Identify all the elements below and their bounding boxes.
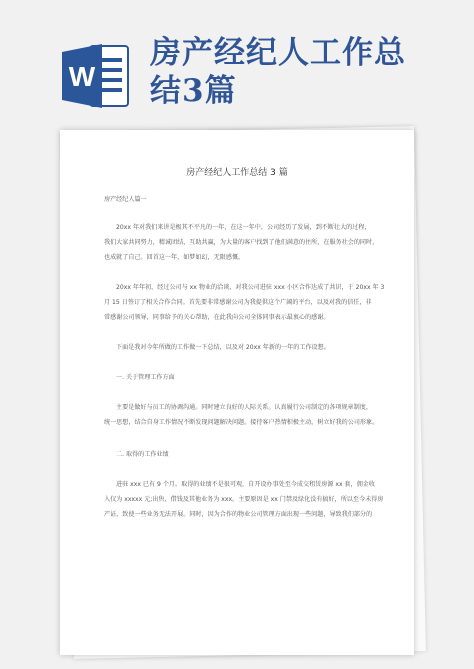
banner-title-line1: 房产经纪人工作总 — [150, 35, 406, 71]
subheading: 二. 取得的工作业绩 — [116, 451, 169, 458]
paragraph-line: 月 15 日签订了相关合作合同。首先要非常感谢公司为我提供这个广阔的平台，以及对我的信任，非 — [104, 299, 372, 306]
paragraph-line: 也成就了自己。回首这一年，如梦如幻，无限感慨。 — [104, 254, 245, 261]
word-icon-letter: W — [68, 61, 96, 92]
paragraph-line: 主要是做好与员工的协调沟通。同时建立良好的人际关系。认真履行公司制定的各项规章制度， — [116, 404, 372, 411]
paragraph-line: 进驻 xxx 已有 9 个月。取得的业绩不是很可观，自开设办事处至今成交租赁房源 xx 套，佣金收 — [116, 481, 375, 488]
paragraph-line: 20xx 年年初，经过公司与 xx 物业的洽谈，对我公司进驻 xxx 小区合作达成了共识，于 20xx 年 3 — [116, 284, 385, 291]
paragraph-line: 下面是我对今年所做的工作做一下总结，以及对 20xx 年新的一年的工作设想。 — [116, 344, 330, 351]
document-title: 房产经纪人工作总结 3 篇 — [186, 168, 288, 178]
paragraph-line: 统一思想，结合自身工作情况不断发现问题解决问题。接待客户热情积极主动，树立好我的公司形象。 — [104, 419, 379, 426]
paragraph-line: 常感谢公司领导，同事给予的关心帮助，在此我向公司全体同事表示最衷心的感谢。 — [104, 314, 330, 321]
section-label: 房产经纪人篇一 — [104, 196, 147, 203]
document-page — [60, 130, 414, 655]
paragraph-line: 20xx 年对我们来讲是极其不平凡的一年，在这一年中，公司经历了发展，到不断壮大的过程， — [116, 224, 371, 231]
banner — [0, 0, 474, 120]
paragraph-line: 产证，致使一些业务无法开展。同时，因为合作的物业公司管理方面出现一些问题，导致我们部分的 — [104, 511, 373, 518]
banner-title-line2: 结3篇 — [150, 73, 237, 109]
banner-title — [150, 34, 460, 110]
word-icon — [60, 40, 132, 112]
subheading: 一. 关于管理工作方面 — [116, 374, 175, 381]
paragraph-line: 我们大家共同努力，精诚团结，互助共赢，为大量的客户找到了他们满意的住所，在服务社会的同时， — [104, 239, 379, 246]
paragraph-line: 入仅为 xxxxx 元;出售、借钱及其他业务为 xxx。主要原因是 xx 门禁及绿化没有搞好，所以至今未得房 — [104, 496, 384, 503]
